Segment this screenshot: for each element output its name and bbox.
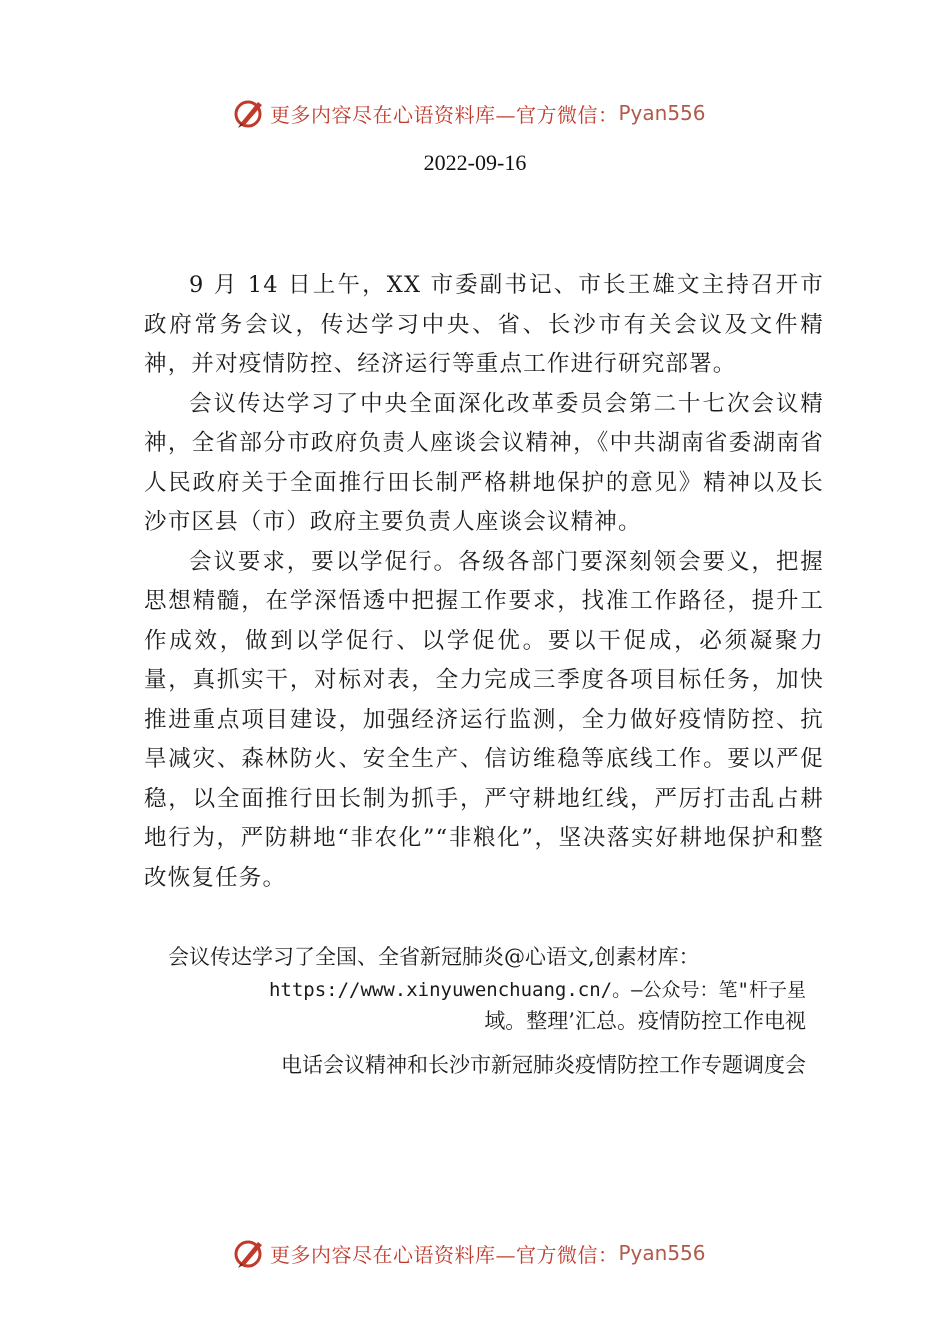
paragraph: 9 月 14 日上午，XX 市委副书记、市长王雄文主持召开市政府常务会议，传达学习中央、省、长沙市有关会议及文件精神，并对疫情防控、经济运行等重点工作进行研究部署。 (144, 272, 824, 377)
document-body (144, 266, 824, 898)
footer-banner (232, 1236, 752, 1270)
paragraph: 会议传达学习了中央全面深化改革委员会第二十七次会议精神，全省部分市政府负责人座谈会议精神，《中共湖南省委湖南省人民政府关于全面推行田长制严格耕地保护的意见》精神以及长沙市区县（市）政府主要负责人座谈会议精神。 (144, 390, 824, 535)
pen-logo-icon (232, 1236, 266, 1270)
paragraph: 会议要求，要以学促行。各级各部门要深刻领会要义，把握思想精髓，在学深悟透中把握工作要求，找准工作路径，提升工作成效，做到以学促行、以学促优。要以干促成，必须凝聚力量，真抓实干，对标对表，全力完成三季度各项目标任务，加快推进重点项目建设，加强经济运行监测，全力做好疫情防控、抗旱减灾、森林防火、安全生产、信访维稳等底线工作。要以严促稳，以全面推行田长制为抓手，严守耕地红线，严厉打击乱占耕地行为，严防耕地“非农化”“非粮化”，坚决落实好耕地保护和整改恢复任务。 (144, 548, 824, 891)
banner-text: 更多内容尽在心语资料库—官方微信： (270, 1242, 619, 1267)
banner-wechat-id: Pyan556 (618, 101, 706, 125)
banner-text: 更多内容尽在心语资料库—官方微信： (270, 102, 619, 127)
header-banner (232, 96, 752, 130)
document-date: 2022-09-16 (423, 150, 527, 175)
banner-wechat-id: Pyan556 (618, 1241, 706, 1265)
extra-line: 会议传达学习了全国、全省新冠肺炎@心语文,创素材库： (168, 945, 700, 969)
extra-line-url: https://www.xinyuwenchuang.cn/。—公众号：笔"杆子星 (268, 979, 806, 1001)
extra-line: 电话会议精神和长沙市新冠肺炎疫情防控工作专题调度会 (281, 1053, 806, 1077)
extra-line: 域。整理’汇总。疫情防控工作电视 (484, 1009, 806, 1033)
pen-logo-icon (232, 96, 266, 130)
